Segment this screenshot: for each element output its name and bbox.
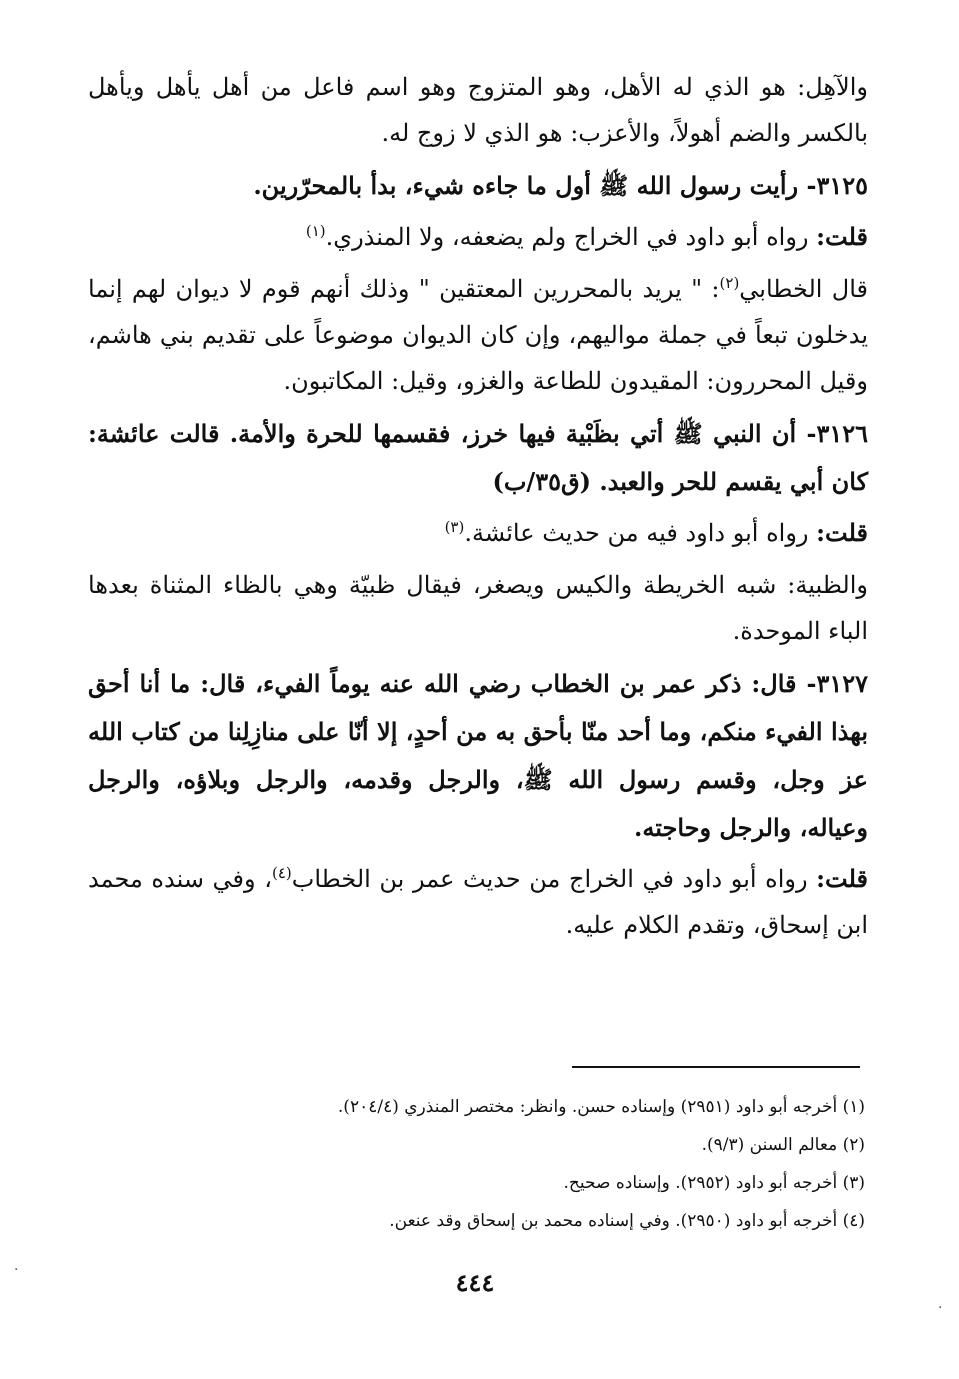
footnote-ref-2: (٢) [719,274,740,292]
qult-text: رواه أبو داود فيه من حديث عائشة. [464,519,817,547]
page-number: ٤٤٤ [455,1268,495,1297]
footnote-separator [572,1066,860,1068]
qult-label: قلت: [816,222,868,251]
hadith-3125 [88,162,868,210]
footnote-2: (٢) معالم السنن (٩/٣). [701,1135,865,1155]
qult-3126 [88,510,868,556]
paragraph-ahil-definition [88,64,868,156]
qult-text-start: رواه أبو داود في الخراج من حديث عمر بن الخطاب [291,865,817,893]
hadith-3127 [88,660,868,852]
qult-3127 [88,856,868,948]
scan-speck: · [938,1300,943,1316]
footnotes [200,1088,865,1240]
footnote-ref-4: (٤) [271,864,292,882]
hadith-text: ٣١٢٧- قال: ذكر عمر بن الخطاب رضي الله عنه يوماً الفيء، قال: ما أنا أحق بهذا الفيء منكم، وما أحد منّا بأحق به من أحدٍ، إلا أنّا على منازِلِنا من كتاب الله عز وجل، وقسم رسول الله ﷺ، والرجل وقدمه، والرجل وبلاؤه، والرجل وعياله، والرجل وحاجته. [88,669,868,842]
paragraph-text-start: قال الخطابي [739,275,868,303]
footnote-1: (١) أخرجه أبو داود (٢٩٥١) وإسناده حسن. وانظر: مختصر المنذري (٢٠٤/٤). [337,1097,865,1117]
hadith-text: ٣١٢٦- أن النبي ﷺ أتي بظَبْية فيها خرز، فقسمها للحرة والأمة. قالت عائشة: كان أبي يقسم للحر والعبد. (ق٣٥/ب) [88,419,868,496]
footnote-3: (٣) أخرجه أبو داود (٢٩٥٢). وإسناده صحيح. [563,1173,865,1193]
page-body [88,64,868,954]
qult-3125 [88,214,868,260]
footnote-ref-1: (١) [305,222,326,240]
qult-text-rest: ، وفي سنده محمد ابن إسحاق، وتقدم الكلام عليه. [88,865,868,939]
qult-text: رواه أبو داود في الخراج ولم يضعفه، ولا المنذري. [325,223,817,251]
paragraph-text-rest: : " يريد بالمحررين المعتقين " وذلك أنهم قوم لا ديوان لهم إنما يدخلون تبعاً في جملة مواليهم، وإن كان الديوان موضوعاً على تقديم بني هاشم، وقيل المحررون: المقيدون للطاعة والغزو، وقيل: المكاتبون. [88,275,868,395]
qult-label: قلت: [816,518,868,547]
hadith-text: ٣١٢٥- رأيت رسول الله ﷺ أول ما جاءه شيء، بدأ بالمحرّرين. [253,171,868,200]
footnote-4: (٤) أخرجه أبو داود (٢٩٥٠). وفي إسناده محمد بن إسحاق وقد عنعن. [389,1211,865,1231]
qult-label: قلت: [816,864,869,893]
hadith-3126 [88,410,868,506]
paragraph-text: والآهِل: هو الذي له الأهل، وهو المتزوج وهو اسم فاعل من أهل يأهل ويأهل بالكسر والضم أهولاً، والأعزب: هو الذي لا زوج له. [88,73,868,147]
footnote-ref-3: (٣) [444,518,465,536]
paragraph-text: والظبية: شبه الخريطة والكيس ويصغر، فيقال ظبيّة وهي بالظاء المثناة بعدها الباء الموحدة. [88,571,868,645]
paragraph-zabya-definition [88,562,868,654]
paragraph-khattabi [88,266,868,404]
scan-speck: · [14,1262,19,1278]
